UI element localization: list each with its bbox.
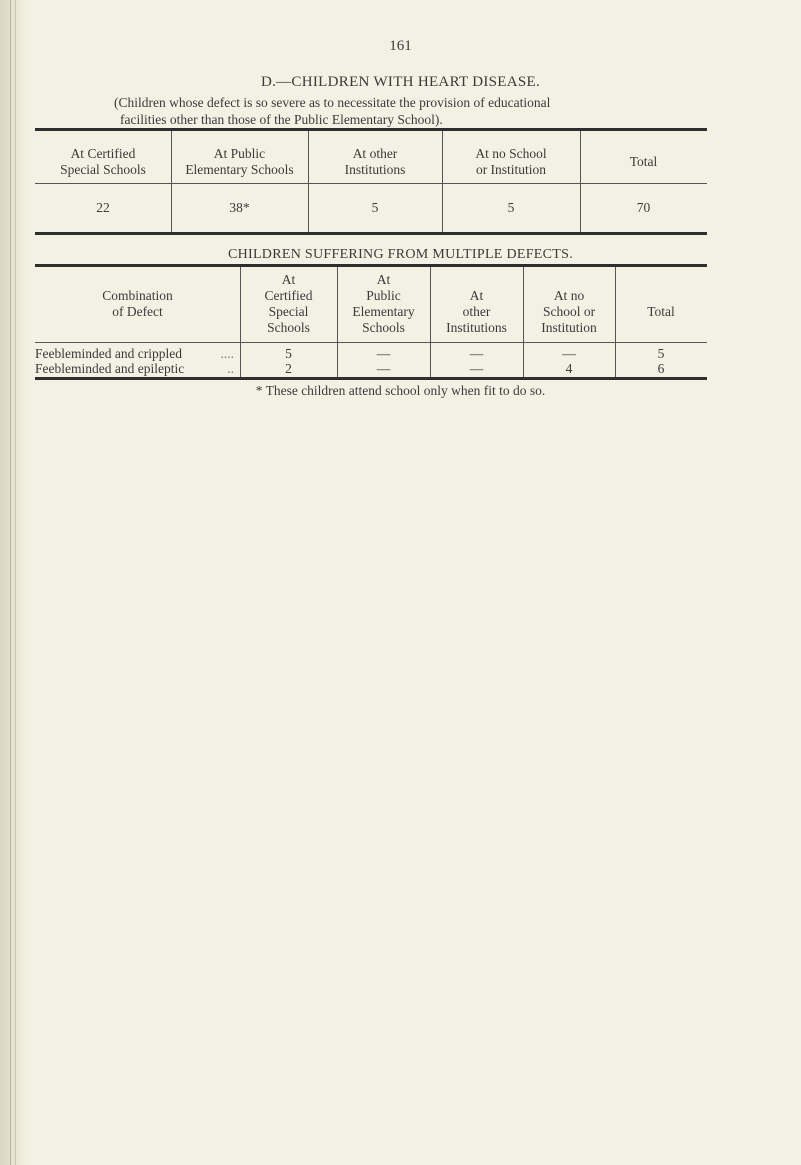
- header-line: Total: [629, 154, 658, 169]
- header-line: Special: [268, 304, 309, 319]
- table-cell: 22: [96, 200, 110, 215]
- spine-line: [10, 0, 11, 1165]
- page-number: 161: [389, 38, 412, 54]
- column-divider: [580, 131, 581, 232]
- header-line: Institutions: [344, 162, 406, 177]
- footnote: * These children attend school only when fit to do so.: [255, 383, 546, 398]
- header-line: School or: [542, 304, 596, 319]
- column-header: [337, 272, 430, 336]
- header-line: Public: [366, 288, 401, 303]
- table-cell: —: [376, 346, 391, 361]
- header-line: At Public: [213, 146, 266, 161]
- header-line: Combination: [102, 288, 173, 303]
- table-cell: —: [469, 361, 484, 376]
- page-subtitle: [114, 94, 674, 128]
- row-label-text: Feebleminded and epileptic: [35, 361, 185, 376]
- header-line: or Institution: [475, 162, 547, 177]
- header-line: Schools: [362, 320, 405, 335]
- header-line: [35, 272, 240, 288]
- header-line: Special Schools: [60, 162, 146, 177]
- header-line: At: [281, 272, 296, 287]
- header-line: Elementary Schools: [185, 162, 294, 177]
- table-top-rule: [35, 264, 707, 267]
- column-header: [430, 288, 523, 336]
- column-header: [171, 146, 308, 178]
- table-cell: 5: [371, 200, 379, 215]
- spine-line: [15, 0, 16, 1165]
- table-cell: 38*: [229, 200, 250, 215]
- table-cell: 2: [285, 361, 292, 376]
- header-line: Schools: [267, 320, 310, 335]
- column-header: [35, 146, 171, 178]
- book-spine-shadow: [0, 0, 30, 1165]
- column-header: [615, 304, 707, 320]
- column-header: [35, 272, 240, 320]
- header-line: Total: [647, 304, 675, 319]
- header-line: Institution: [541, 320, 597, 335]
- header-line: At Certified: [70, 146, 136, 161]
- row-label-text: Feebleminded and crippled: [35, 346, 182, 361]
- table-cell: 70: [636, 200, 651, 215]
- table-cell: 6: [657, 361, 665, 376]
- table-cell: 5: [285, 346, 292, 361]
- subtitle-line: (Children whose defect is so severe as to necessitate the provision of educational: [114, 95, 551, 110]
- table-cell: 4: [565, 361, 573, 376]
- section-title: CHILDREN SUFFERING FROM MULTIPLE DEFECTS.: [227, 247, 574, 262]
- table-cell: 5: [507, 200, 515, 215]
- table-header-rule: [35, 183, 707, 184]
- column-header: [580, 154, 707, 170]
- header-line: At other: [352, 146, 398, 161]
- row-label: [35, 361, 240, 377]
- header-line: At: [376, 272, 391, 287]
- subtitle-line: facilities other than those of the Public Elementary School).: [120, 112, 443, 127]
- header-line: Institutions: [446, 320, 507, 335]
- header-line: At: [469, 288, 484, 303]
- header-line: At no School: [475, 146, 547, 161]
- column-header: [240, 272, 337, 336]
- header-line: At no: [553, 288, 585, 303]
- header-line: Certified: [264, 288, 313, 303]
- table-cell: —: [376, 361, 391, 376]
- table-bottom-rule: [35, 232, 707, 235]
- table-bottom-rule: [35, 377, 707, 380]
- column-header: [523, 288, 615, 336]
- table-cell: 5: [657, 346, 665, 361]
- row-label: [35, 346, 240, 362]
- column-header: [442, 146, 580, 178]
- header-line: of Defect: [112, 304, 163, 319]
- header-line: Elementary: [352, 304, 415, 319]
- header-line: other: [462, 304, 491, 319]
- table-cell: —: [562, 346, 576, 361]
- table-header-rule: [35, 342, 707, 343]
- dot-leader: ..: [227, 361, 234, 376]
- column-header: [308, 146, 442, 178]
- page-title: D.—CHILDREN WITH HEART DISEASE.: [260, 74, 541, 90]
- table-cell: —: [469, 346, 484, 361]
- table-top-rule: [35, 128, 707, 131]
- dot-leader: ....: [220, 346, 234, 361]
